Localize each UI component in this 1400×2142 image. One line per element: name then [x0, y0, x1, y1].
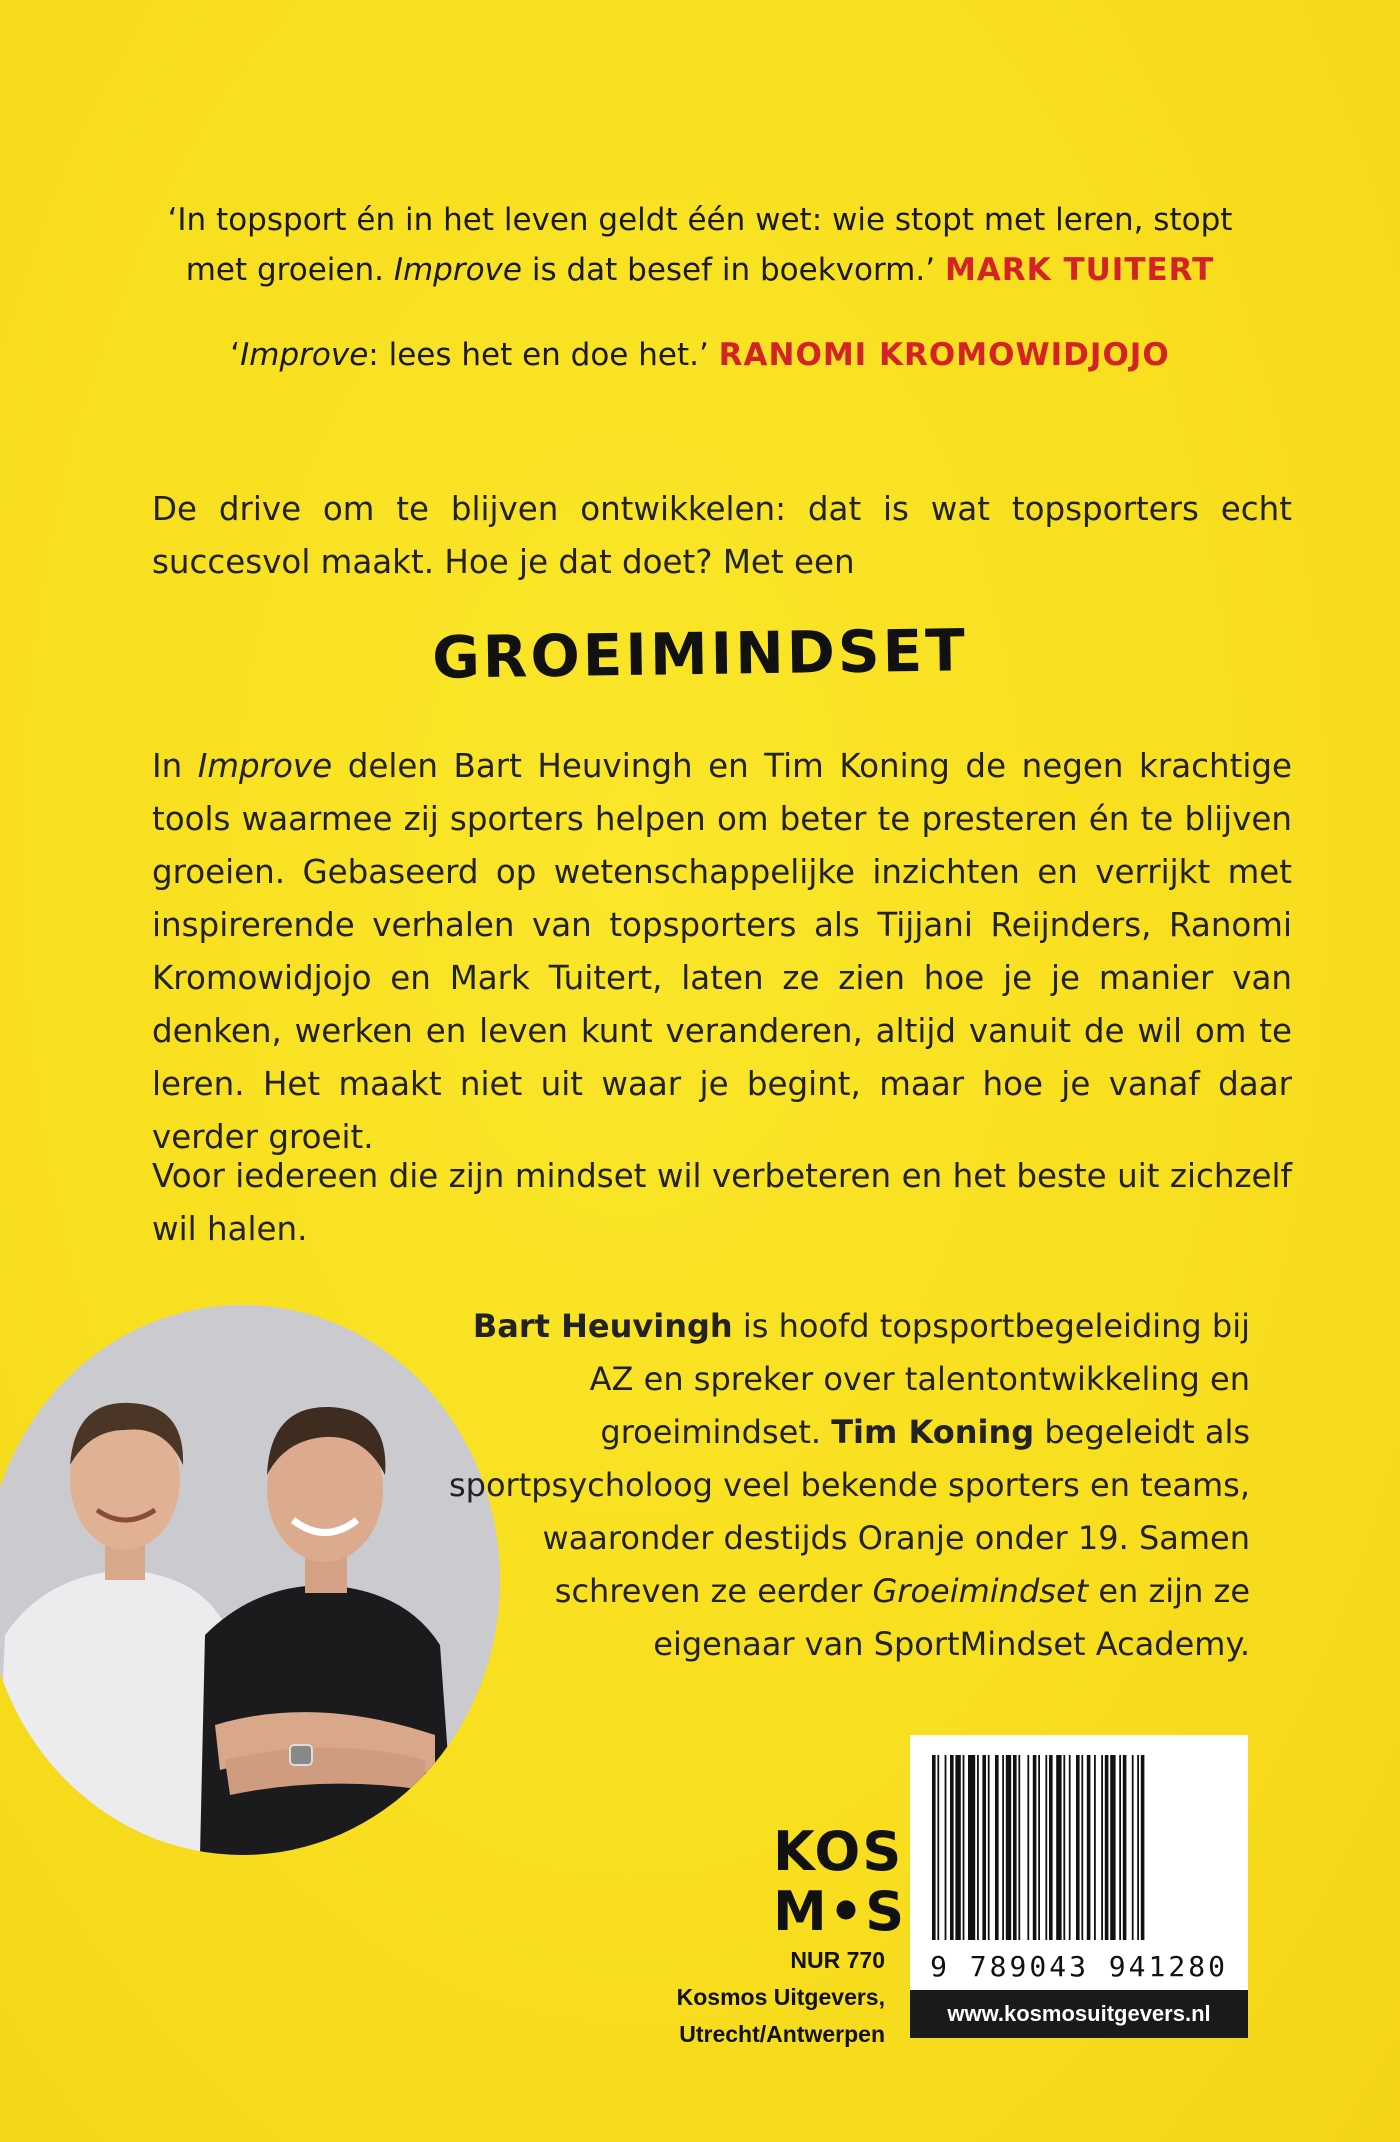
barcode-bar	[932, 1755, 936, 1940]
quote-text: ‘In topsport én in het leven geldt één wet: wie stopt met leren, stopt met groeien.	[167, 202, 1233, 288]
barcode-bar	[1119, 1755, 1121, 1940]
barcode-bars	[910, 1735, 1248, 1950]
barcode-bar	[982, 1755, 986, 1940]
barcode-bar	[1069, 1755, 1071, 1940]
quote-text-end: : lees het en doe het.’	[368, 337, 719, 373]
barcode-bar	[955, 1755, 960, 1940]
intro-paragraph: De drive om te blijven ontwikkelen: dat is wat topsporters echt succesvol maakt. Hoe je dat doet? Met een	[152, 490, 1292, 581]
publisher-city: Utrecht/Antwerpen	[679, 2021, 885, 2047]
barcode-bar	[1094, 1755, 1096, 1940]
author-bio-text	[420, 1300, 1250, 1671]
bio-text-3: en zijn ze eigenaar van SportMindset Academy.	[653, 1572, 1250, 1663]
barcode-bar	[1027, 1755, 1029, 1940]
bio-text-2: begeleidt als sportpsycholoog veel bekende sporters en teams, waaronder destijds Oranje onder 19. Samen schreven ze eerder	[448, 1413, 1250, 1610]
barcode-bar	[995, 1755, 999, 1940]
barcode-bar	[1110, 1755, 1115, 1940]
logo-line-2: M•S	[773, 1880, 907, 1943]
barcode-bar	[1087, 1755, 1091, 1940]
barcode-bar	[1101, 1755, 1103, 1940]
barcode-bar	[1002, 1755, 1004, 1940]
barcode-bar	[1038, 1755, 1040, 1940]
barcode-bar	[1132, 1755, 1134, 1940]
publisher-info	[630, 1942, 885, 2053]
barcode-bar	[988, 1755, 990, 1940]
barcode-bar	[1063, 1755, 1065, 1940]
isbn-number: 9 789043 941280	[930, 1950, 1228, 1983]
publisher-name: Kosmos Uitgevers,	[676, 1984, 885, 2010]
author-name-bart: Bart Heuvingh	[472, 1307, 733, 1345]
barcode-bar	[1018, 1755, 1020, 1940]
description-text: In	[152, 747, 198, 785]
quote-mark-tuitert	[150, 195, 1250, 295]
barcode-bar	[1081, 1755, 1083, 1940]
quote-ranomi	[150, 330, 1250, 380]
audience-paragraph: Voor iedereen die zijn mindset wil verbeteren en het beste uit zichzelf wil halen.	[152, 1157, 1292, 1248]
logo-line-1: KOS	[773, 1820, 904, 1883]
description-text-end: delen Bart Heuvingh en Tim Koning de negen krachtige tools waarmee zij sporters helpen om beter te presteren én te blijven groeien. Gebaseerd op wetenschappelijke inzichten en verrijkt met inspirerende verhalen van topsporters als Tijjani Reijnders, Ranomi Kromowidjojo en Mark Tuitert, laten ze zien hoe je je manier van denken, werken en leven kunt veranderen, altijd vanuit de wil om te leren. Het maakt niet uit waar je begint, maar hoe je vanaf daar verder groeit.	[152, 747, 1292, 1156]
publisher-url: www.kosmosuitgevers.nl	[910, 1990, 1248, 2038]
barcode-bar	[1141, 1755, 1145, 1940]
barcode-bar	[1105, 1755, 1109, 1940]
bio-text-1: is hoofd topsportbegeleiding bij AZ en spreker over talentontwikkeling en groeimindset.	[589, 1307, 1250, 1451]
handwritten-title: GROEIMINDSET	[431, 616, 969, 692]
barcode-bar	[968, 1755, 975, 1940]
bio-book-title: Groeimindset	[872, 1572, 1089, 1610]
barcode-bar	[1045, 1755, 1047, 1940]
barcode-bar	[950, 1755, 954, 1940]
quote-book-title: Improve	[393, 252, 522, 288]
quote-book-title: Improve	[240, 337, 369, 373]
author-bio	[420, 1300, 1250, 1671]
kosmos-logo	[773, 1820, 907, 1943]
nur-code: NUR 770	[790, 1947, 885, 1973]
barcode-bar	[1049, 1755, 1053, 1940]
barcode-bar	[1006, 1755, 1011, 1940]
barcode-bar	[1123, 1755, 1127, 1940]
quote-author: MARK TUITERT	[944, 252, 1215, 288]
author-name-tim: Tim Koning	[831, 1413, 1035, 1451]
quote-text: ‘	[230, 337, 241, 373]
barcode-bar	[937, 1755, 939, 1940]
barcode-bar	[963, 1755, 965, 1940]
barcode-bar	[1137, 1755, 1139, 1940]
description-paragraph	[152, 740, 1292, 1164]
quote-text-end: is dat besef in boekvorm.’	[521, 252, 945, 288]
description-book-title: Improve	[197, 747, 333, 785]
barcode-bar	[1076, 1755, 1080, 1940]
barcode-bar	[977, 1755, 979, 1940]
barcode-bar	[1013, 1755, 1017, 1940]
quote-author: RANOMI KROMOWIDJOJO	[718, 337, 1170, 373]
barcode-bar	[1056, 1755, 1061, 1940]
barcode-bar	[945, 1755, 947, 1940]
barcode-bar	[1033, 1755, 1037, 1940]
